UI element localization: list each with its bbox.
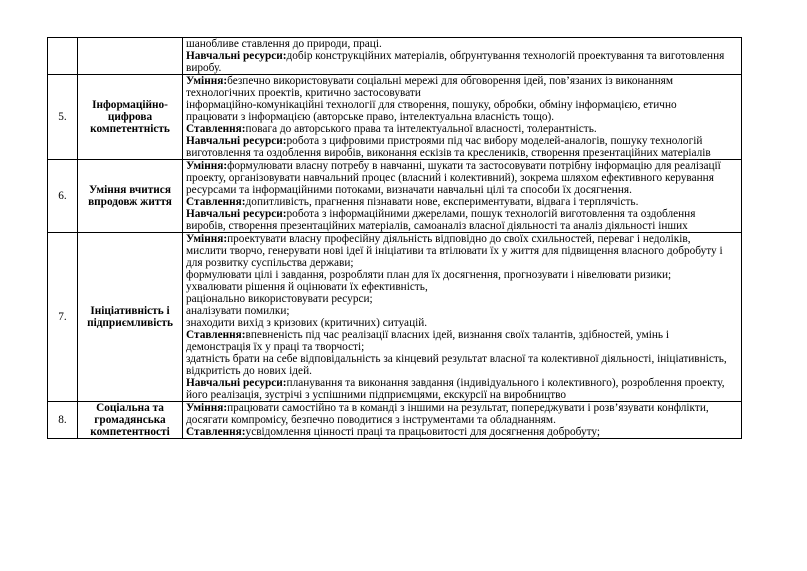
content-line xyxy=(186,402,738,414)
content-label: Навчальні ресурси: xyxy=(186,135,287,147)
row-number: 6. xyxy=(48,160,78,233)
content-label: Уміння: xyxy=(186,75,228,87)
competence-name xyxy=(78,233,183,402)
competence-name-line: Соціальна та xyxy=(96,402,164,414)
content-line xyxy=(186,257,738,269)
competence-name-line: впродовж життя xyxy=(88,196,172,208)
content-label: Ставлення: xyxy=(186,123,246,135)
content-line xyxy=(186,147,738,159)
competence-name xyxy=(78,38,183,75)
competence-content xyxy=(183,402,742,439)
content-line xyxy=(186,341,738,353)
content-text: планування та виконання завдання (індивідуального і колективного), розроблення проекту, xyxy=(286,377,725,389)
content-text: безпечно використовувати соціальні мережі для обговорення ідей, пов’язаних із виконанням xyxy=(227,75,673,87)
content-text: працювати з інформацією (авторське право, інтелектуальна власність тощо). xyxy=(186,111,555,123)
content-line xyxy=(186,111,738,123)
content-label: Навчальні ресурси: xyxy=(186,377,287,389)
row-number: 7. xyxy=(48,233,78,402)
competence-content xyxy=(183,75,742,160)
competence-content xyxy=(183,160,742,233)
content-text: ресурсами та інформаційними потоками, визначати навчальні цілі та способи їх досягнення. xyxy=(186,184,632,196)
content-label: Ставлення: xyxy=(186,426,246,438)
content-line xyxy=(186,269,738,281)
content-line xyxy=(186,389,738,401)
content-text: здатність брати на себе відповідальність за кінцевий результат власної та колективної діяльності, ініціативність, xyxy=(186,353,727,365)
content-line xyxy=(186,293,738,305)
content-text: виробів, створення презентаційних матеріалів, самоаналіз власної діяльності та аналіз діяльності інших xyxy=(186,220,688,232)
content-text: досягати компромісу, безпечно поводитися з інструментами та обладнанням. xyxy=(186,414,556,426)
content-text: мислити творчо, генерувати нові ідеї й ініціативи та втілювати їх у життя для підвищення власного добробуту і xyxy=(186,245,723,257)
content-line xyxy=(186,135,738,147)
content-line xyxy=(186,50,738,62)
content-text: допитливість, прагнення пізнавати нове, експериментувати, відвага і терплячість. xyxy=(245,196,639,208)
content-text: формулювати власну потребу в навчанні, шукати та застосовувати потрібну інформацію для реалізації xyxy=(227,160,721,172)
content-text: для розвитку суспільства держави; xyxy=(186,257,354,269)
document-page xyxy=(47,37,742,439)
content-text: виробу. xyxy=(186,62,222,74)
content-line xyxy=(186,233,738,245)
content-line xyxy=(186,353,738,365)
content-line xyxy=(186,426,738,438)
content-line xyxy=(186,245,738,257)
content-line xyxy=(186,172,738,184)
row-number: 8. xyxy=(48,402,78,439)
content-line xyxy=(186,38,738,50)
content-line xyxy=(186,329,738,341)
content-text: ухвалювати рішення й оцінювати їх ефективність, xyxy=(186,281,428,293)
content-text: працювати самостійно та в команді з іншими на результат, попереджувати і розв’язувати конфлікти, xyxy=(227,402,709,414)
table-row xyxy=(48,75,742,160)
content-text: технологічних проектів, критично застосовувати xyxy=(186,87,421,99)
content-text: його реалізація, зустрічі з успішними підприємцями, екскурсії на виробництво xyxy=(186,389,567,401)
content-line xyxy=(186,365,738,377)
competence-name-line: компетентність xyxy=(90,123,170,135)
content-text: робота з інформаційними джерелами, пошук технологій виготовлення та оздоблення xyxy=(286,208,696,220)
content-text: інформаційно-комунікаційні технології для створення, пошуку, обробки, обміну інформацією, етично xyxy=(186,99,677,111)
content-text: виготовлення та оздоблення виробів, виконання ескізів та креслеників, створення презентаційних матеріалів xyxy=(186,147,711,159)
competence-name xyxy=(78,75,183,160)
content-text: впевненість під час реалізації власних ідей, визнання своїх талантів, здібностей, умінь і xyxy=(245,329,670,341)
content-text: добір конструкційних матеріалів, обґрунтування технологій проектування та виготовлення xyxy=(286,50,725,62)
content-line xyxy=(186,414,738,426)
content-label: Ставлення: xyxy=(186,196,246,208)
content-line xyxy=(186,305,738,317)
content-text: усвідомлення цінності праці та працьовитості для досягнення добробуту; xyxy=(245,426,601,438)
content-line xyxy=(186,99,738,111)
content-line xyxy=(186,377,738,389)
competence-name-line: підприємливість xyxy=(87,317,173,329)
content-text: робота з цифровими пристроями під час вибору моделей-аналогів, пошуку технологій xyxy=(286,135,703,147)
content-label: Уміння: xyxy=(186,402,228,414)
competence-name xyxy=(78,160,183,233)
row-number: 5. xyxy=(48,75,78,160)
table-row xyxy=(48,402,742,439)
content-text: шанобливе ставлення до природи, праці. xyxy=(186,38,382,50)
content-label: Навчальні ресурси: xyxy=(186,50,287,62)
content-text: повага до авторського права та інтелектуальної власності, толерантність. xyxy=(245,123,597,135)
content-line xyxy=(186,160,738,172)
competence-name-line: цифрова xyxy=(107,111,153,123)
competence-name-line: компетентності xyxy=(90,426,170,438)
content-text: проектувати власну професійну діяльність відповідно до своїх схильностей, переваг і недоліків, xyxy=(227,233,691,245)
row-number xyxy=(48,38,78,75)
content-text: демонстрація їх у праці та творчості; xyxy=(186,341,365,353)
content-line xyxy=(186,196,738,208)
competence-table xyxy=(47,37,742,439)
content-line xyxy=(186,317,738,329)
content-line xyxy=(186,184,738,196)
competence-content xyxy=(183,38,742,75)
competence-content xyxy=(183,233,742,402)
content-text: раціонально використовувати ресурси; xyxy=(186,293,373,305)
competence-name-line: громадянська xyxy=(94,414,166,426)
content-text: формулювати цілі і завдання, розробляти план для їх досягнення, прогнозувати і нівелювати ризики; xyxy=(186,269,672,281)
content-line xyxy=(186,281,738,293)
content-text: відкритість до нових ідей. xyxy=(186,365,312,377)
content-label: Уміння: xyxy=(186,160,228,172)
content-line xyxy=(186,62,738,74)
content-line xyxy=(186,208,738,220)
table-row xyxy=(48,38,742,75)
content-line xyxy=(186,220,738,232)
content-line xyxy=(186,87,738,99)
content-label: Уміння: xyxy=(186,233,228,245)
content-line xyxy=(186,75,738,87)
competence-name-line: Інформаційно- xyxy=(92,99,168,111)
content-line xyxy=(186,123,738,135)
content-text: аналізувати помилки; xyxy=(186,305,290,317)
table-row xyxy=(48,160,742,233)
competence-name-line: Ініціативність і xyxy=(90,305,170,317)
competence-name xyxy=(78,402,183,439)
content-label: Навчальні ресурси: xyxy=(186,208,287,220)
content-label: Ставлення: xyxy=(186,329,246,341)
content-text: знаходити вихід з кризових (критичних) ситуацій. xyxy=(186,317,428,329)
competence-name-line: Уміння вчитися xyxy=(89,184,171,196)
content-text: проекту, організовувати навчальний процес (власний і колективний), зокрема шляхом ефективного керування xyxy=(186,172,714,184)
table-row xyxy=(48,233,742,402)
